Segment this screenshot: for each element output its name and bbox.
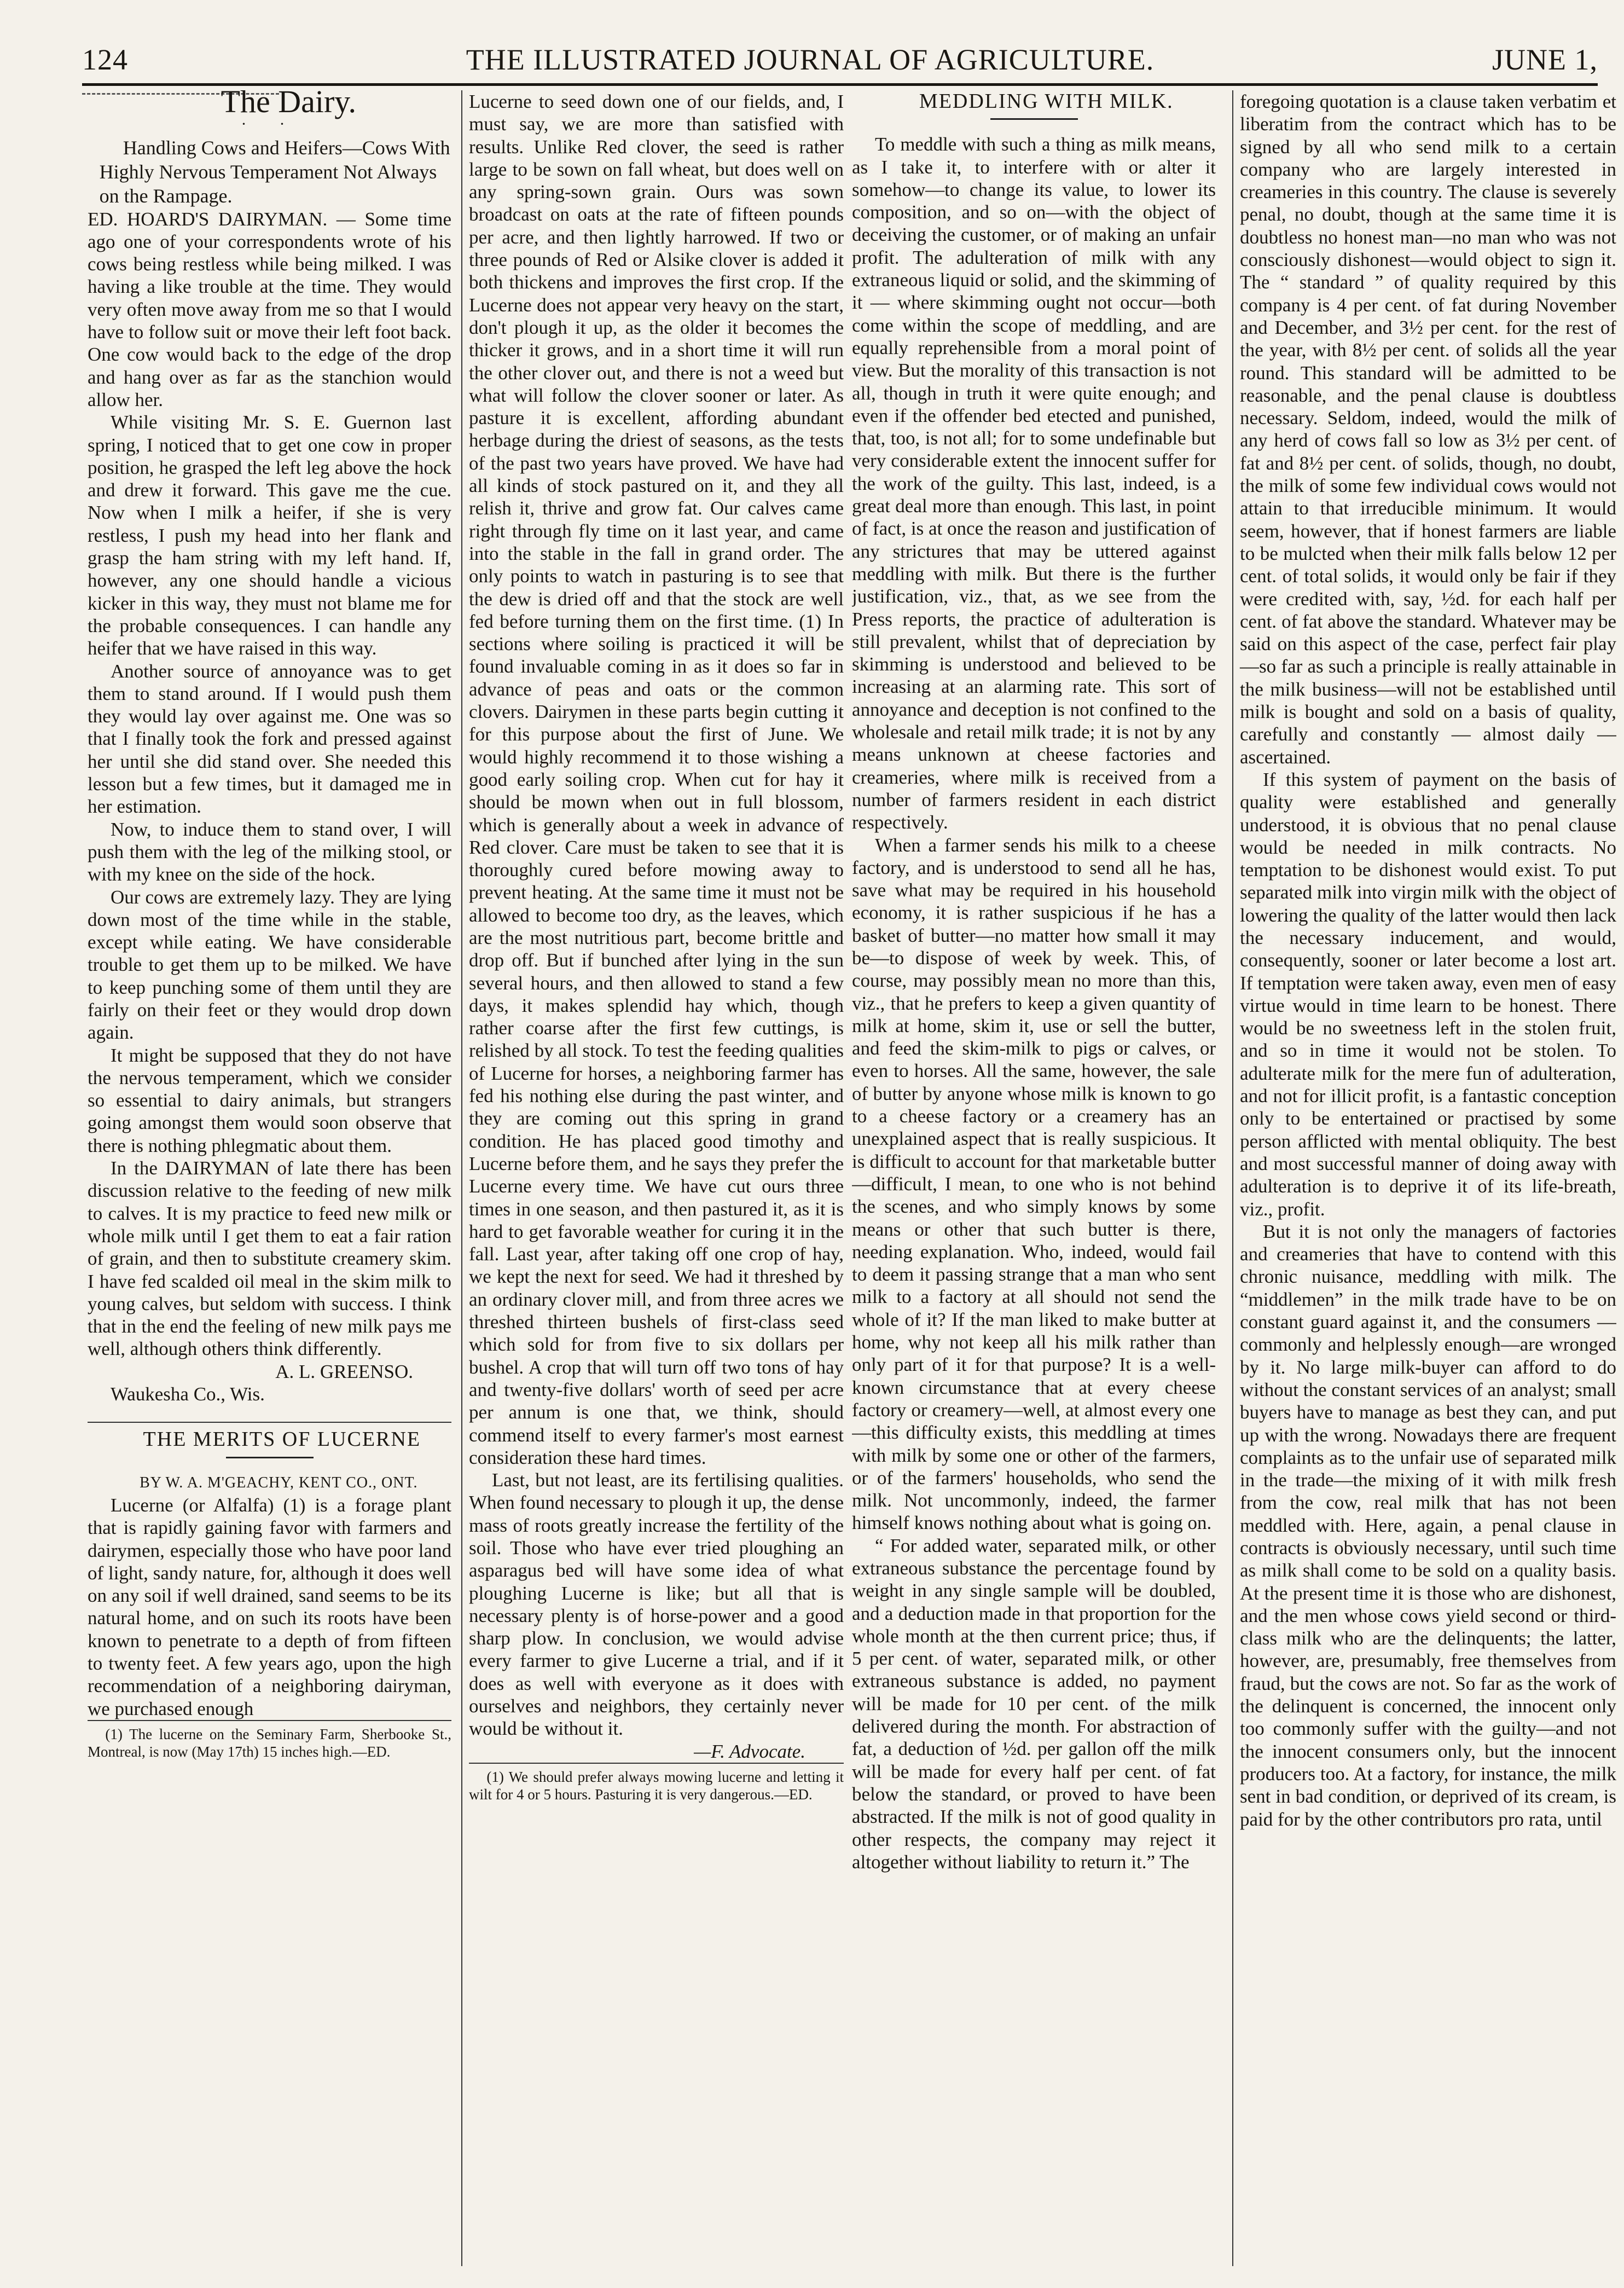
article-paragraph: ED. HOARD'S DAIRYMAN. — Some time ago one of your correspondents wrote of his cows being restless while being milked. I was having a like trouble at the time. They would very often move away from me so that I would have to follow suit or move their left foot back. One cow would back to the edge of the drop and hang over as far as the stanchion would allow her. xyxy=(88,208,451,410)
column-3 xyxy=(852,90,1216,2266)
article-paragraph: Another source of annoyance was to get them to stand around. If I would push them they would lay over against me. One was so that I finally took the fork and pressed against her until she did stand over. She needed this lesson but a few times, but it damaged me in her estimation. xyxy=(88,660,451,818)
journal-title: THE ILLUSTRATED JOURNAL OF AGRICULTURE. xyxy=(466,43,1155,76)
article-paragraph: foregoing quotation is a clause taken verbatim et liberatim from the contract which has to be signed by all who send milk to a certain company who are largely interested in creameries in this country. The clause is severely penal, no doubt, though at the same time it is doubtless no honest man—no man who was not consciously dishonest—would object to sign it. The “ standard ” of quality required by this company is 4 per cent. of fat during November and December, and 3½ per cent. for the rest of the year, with 8½ per cent. of solids all the year round. This standard will be admitted to be reasonable, and the penal clause is doubtless necessary. Seldom, indeed, would the milk of any herd of cows fall so low as 3½ per cent. of fat and 8½ per cent. of solids, though, no doubt, the milk of some few individual cows would not attain to that irreducible minimum. It would seem, however, that if honest farmers are liable to be mulcted when their milk falls below 12 per cent. of total solids, it would only be fair if they were credited with, say, ½d. for each half per cent. of fat above the standard. Whatever may be said on this aspect of the case, perfect fair play—so far as such a principle is really attainable in the milk business—will not be established until milk is bought and sold on a basis of quality, carefully and constantly — almost daily — ascertained. xyxy=(1240,91,1616,768)
article-paragraph: In the DAIRYMAN of late there has been discussion relative to the feeding of new milk to calves. It is my practice to feed new milk or whole milk until I get them to eat a fair ration of grain, and then to substitute creamery skim. I have fed scalded oil meal in the skim milk to young calves, but seldom with success. I think that in the end the feeling of new milk pays me well, although others think differently. xyxy=(88,1157,451,1360)
article-paragraph: But it is not only the managers of factories and creameries that have to contend with this chronic nuisance, meddling with milk. The “middlemen” in the milk trade have to be on constant guard against it, and the consumers — commonly and helplessly enough—are wronged by it. No large milk-buyer can afford to do without the constant services of an analyst; small buyers have to manage as best they can, and put up with the wrong. Nowadays there are frequent complaints as to the unfair use of separated milk in the trade—the mixing of it with milk fresh from the cow, real milk that has not been meddled with. Here, again, a penal clause in contracts is obviously necessary, until such time as milk shall come to be sold on a quality basis. At the present time it is those who are dishonest, and the men whose cows yield second or third-class milk who are the delinquents; the latter, however, are, presumably, free themselves from fraud, but the cows are not. So far as the work of the delinquent is concerned, the innocent only too commonly suffer with the guilty—and not the innocent consumers only, but the innocent producers too. At a factory, for instance, the milk sent in bad condition, or deprived of its cream, is paid for by the other contributors pro rata, until xyxy=(1240,1220,1616,1830)
column-4 xyxy=(1232,90,1616,2266)
article-paragraph: To meddle with such a thing as milk means, as I take it, to interfere with or alter it somehow—to change its value, to lower its composition, and so on—with the object of deceiving the customer, or of making an unfair profit. The adulteration of milk with any extraneous liquid or solid, and the skimming of it — where skimming ought not occur—both come within the scope of meddling, and are equally reprehensible from a moral point of view. But the morality of this transaction is not all, though in truth it were quite enough; and even if the offender bed etected and punished, that, too, is not all; for to some undefinable but very considerable extent the innocent suffer for the work of the guilty. This last, indeed, is a great deal more than enough. This last, in point of fact, is at once the reason and justification of any strictures that may be uttered against meddling with milk. But there is the further justification, viz., that, as we see from the Press reports, the practice of adulteration is still prevalent, whilst that of depreciation by skimming is understood and believed to be increasing at an alarming rate. This sort of annoyance and deception is not confined to the wholesale and retail milk trade; it is not by any means unknown at cheese factories and creameries, where milk is received from a number of farmers resident in each district respectively. xyxy=(852,134,1216,833)
article-paragraph: Our cows are extremely lazy. They are lying down most of the time while in the stable, except while eating. We have considerable trouble to get them up to be milked. We have to keep punching some of them until they are fairly on their feet or they would drop down again. xyxy=(88,886,451,1044)
title-rule xyxy=(226,1457,314,1458)
article-paragraph: Now, to induce them to stand over, I will push them with the leg of the milking stool, or with my knee on the side of the hock. xyxy=(88,818,451,885)
article-title: Handling Cows and Heifers—Cows With Highly Nervous Temperament Not Always on the Rampage. xyxy=(99,136,450,207)
article-paragraph: Last, but not least, are its fertilising qualities. When found necessary to plough it up, the dense mass of roots greatly increase the fertility of the soil. Those who have ever tried ploughing an asparagus bed will have some idea of what ploughing Lucerne is like; but all that is necessary plenty is of horse-power and a good sharp plow. In conclusion, we would advise every farmer to give Lucerne a trial, and if it does as well with everyone as it does with ourselves and neighbors, they certainly never would be without it. xyxy=(469,1469,844,1740)
article-paragraph: “ For added water, separated milk, or other extraneous substance the percentage found by weight in any single sample will be doubled, and a deduction made in that proportion for the whole month at the then current price; thus, if 5 per cent. of water, separated milk, or other extraneous substance is added, no payment will be made for 10 per cent. of the milk delivered during the month. For abstraction of fat, a deduction of ½d. per gallon off the milk will be made for every half per cent. of fat below the standard, or proved to have been abstracted. If the milk is not of good quality in other respects, the company may reject it altogether without liability to return it.” The xyxy=(852,1534,1216,1873)
article-paragraph: While visiting Mr. S. E. Guernon last spring, I noticed that to get one cow in proper position, he grasped the left leg above the hock and drew it forward. This gave me the cue. Now when I milk a heifer, if she is very restless, I push my head into her flank and grasp the ham string with my left hand. If, however, any one should handle a vicious kicker in this way, they must not blame me for the probable consequences. I can handle any heifer that we have raised in this way. xyxy=(88,412,451,659)
column-1 xyxy=(88,90,451,2266)
author-signature: A. L. GREENSO. xyxy=(275,1360,413,1382)
footnote: (1) The lucerne on the Seminary Farm, Sherbooke St., Montreal, is now (May 17th) 15 inches high.—ED. xyxy=(88,1720,451,1760)
column-2 xyxy=(461,90,844,2266)
article-paragraph: It might be supposed that they do not have the nervous temperament, which we consider so essential to dairy animals, but strangers going amongst them would soon observe that there is nothing phlegmatic about them. xyxy=(88,1044,451,1156)
title-ornament: ·· xyxy=(241,115,318,134)
header-rule xyxy=(82,83,1598,86)
lucerne-title: THE MERITS OF LUCERNE xyxy=(143,1428,421,1451)
meddling-title: MEDDLING WITH MILK. xyxy=(919,90,1174,113)
section-title: The Dairy. xyxy=(221,90,357,119)
article-paragraph: Lucerne to seed down one of our fields, and, I must say, we are more than satisfied with results. Unlike Red clover, the seed is rather large to be sown on fall wheat, but does well on any spring-sown grain. Ours was sown broadcast on oats at the rate of fifteen pounds per acre, and then lightly harrowed. If two or three pounds of Red or Alsike clover is added it both thickens and improves the first crop. If the Lucerne does not appear very heavy on the start, don't plough it up, as the older it becomes the thicker it grows, and in a short time it will run the other clover out, and there is not a weed but what will follow the clover sooner or later. As pasture it is excellent, affording abundant herbage during the driest of seasons, as the tests of the past two years have proved. We have had all kinds of stock pastured on it, and they all relish it, thrive and grow fat. Our calves came right through fly time on it last year, and came into the stable in the fall in grand order. The only points to watch in pasturing is to see that the dew is dried off and that the stock are well fed before turning them on the first time. (1) In sections where soiling is practiced it will be found invaluable coming in as it does so far in advance of peas and oats or the common clovers. Dairymen in these parts begin cutting it for this purpose about the first of June. We would highly recommend it to those wishing a good early soiling crop. When cut for hay it should be mown when out in full blossom, which is generally about a week in advance of Red clover. Care must be taken to see that it is thoroughly cured before mowing away to prevent heating. At the same time it must not be allowed to become too dry, as the leaves, which are the most nutritious part, become brittle and drop off. But if bunched after lying in the sun several hours, and then allowed to stand a few days, it makes splendid hay which, though rather coarse after the first few cuttings, is relished by all stock. To test the feeding qualities of Lucerne for horses, a neighboring farmer has fed his nothing else during the past winter, and they are coming out this spring in grand condition. He has placed good timothy and Lucerne before them, and he says they prefer the Lucerne every time. We have cut ours three times in one season, and then pastured it, as it is hard to get favorable weather for curing it in the fall. Last year, after taking off one crop of hay, we kept the next for seed. We had it threshed by an ordinary clover mill, and from three acres we threshed thirteen bushels of first-class seed which sold for from five to six dollars per bushel. A crop that will turn off two tons of hay and twenty-five dollars' worth of seed per acre per annum is one that, we think, should commend itself to every farmer's most earnest consideration these hard times. xyxy=(469,91,844,1468)
author-location: Waukesha Co., Wis. xyxy=(111,1383,265,1405)
article-paragraph: If this system of payment on the basis of quality were established and generally understood, it is obvious that no penal clause would be needed in milk contracts. No temptation to be dishonest would exist. To put separated milk into virgin milk with the object of lowering the quality of the latter would then lack the necessary inducement, and would, consequently, sooner or later become a lost art. If temptation were taken away, even men of easy virtue would in time learn to be honest. There would be no sweetness left in the stolen fruit, and so in time it would not be stolen. To adulterate milk for the mere fun of adulteration, and not for illicit profit, is a fantastic conception only to be entertained or practised by some person afflicted with mental obliquity. The best and most successful manner of doing away with adulteration is to deprive it of its life-breath, viz., profit. xyxy=(1240,768,1616,1220)
issue-date: JUNE 1, xyxy=(1492,43,1598,76)
footnote: (1) We should prefer always mowing lucerne and letting it wilt for 4 or 5 hours. Pasturing it is very dangerous.—ED. xyxy=(469,1763,844,1803)
article-paragraph: When a farmer sends his milk to a cheese factory, and is understood to send all he has, save what may be required in his household economy, it is rather suspicious if he has a basket of butter—no matter how small it may be—to dispose of week by week. This, of course, may possibly mean no more than this, viz., that he prefers to keep a given quantity of milk at home, skim it, use or sell the butter, and feed the skim-milk to pigs or calves, or even to horses. All the same, however, the sale of butter by anyone whose milk is known to go to a cheese factory or a creamery has an unexplained aspect that is really suspicious. It is difficult to account for that marketable butter—difficult, I mean, to one who is not behind the scenes, and who simply knows by some means or other that such butter is there, needing explanation. Who, indeed, would fail to deem it passing strange that a man who sent milk to a factory at all should not send the whole of it? If the man liked to make butter at home, why not keep all his milk rather than only part of it for that purpose? It is a well-known circumstance that at every cheese factory or creamery—well, at almost every one—this difficulty exists, this meddling at times with milk by some one or other of the farmers, or of the farmers' households, who send the milk. Not uncommonly, indeed, the farmer himself knows nothing about what is going on. xyxy=(852,834,1216,1534)
article-paragraph: Lucerne (or Alfalfa) (1) is a forage plant that is rapidly gaining favor with farmers and dairymen, especially those who have poor land of light, sandy nature, for, although it does well on any soil if well drained, sand seems to be its natural home, and on such its roots have been known to penetrate to a depth of from fifteen to twenty feet. A few years ago, upon the high recommendation of a neighboring dairyman, we purchased enough xyxy=(88,1494,451,1719)
article-divider xyxy=(88,1422,451,1423)
page-header xyxy=(82,43,1598,81)
source-credit: —F. Advocate. xyxy=(694,1740,805,1762)
title-rule xyxy=(990,118,1078,120)
page-number: 124 xyxy=(82,43,128,76)
lucerne-byline: BY W. A. M'GEACHY, KENT CO., ONT. xyxy=(140,1474,418,1491)
